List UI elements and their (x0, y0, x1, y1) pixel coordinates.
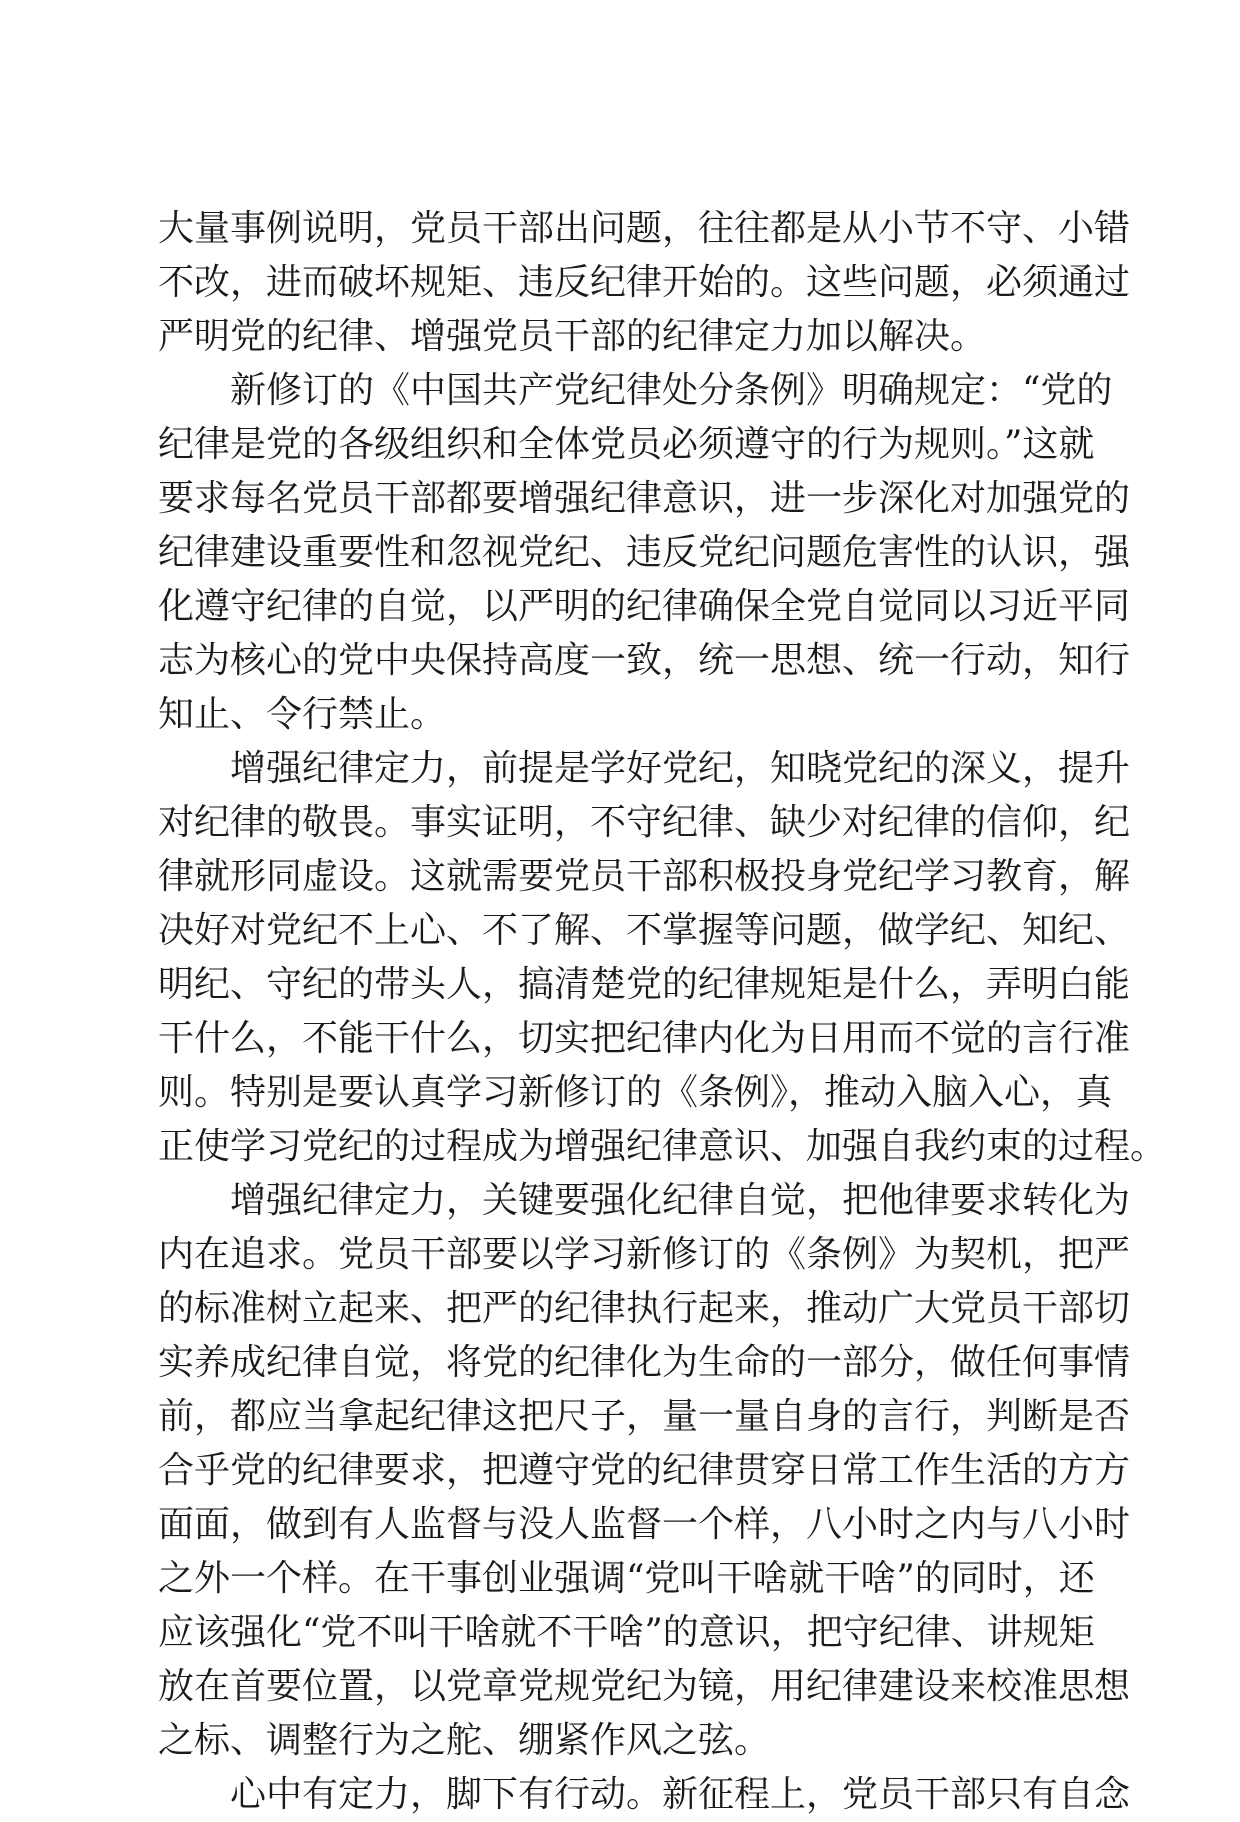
text-line: 的标准树立起来、把严的纪律执行起来，推动广大党员干部切 (158, 1288, 1131, 1329)
paragraph-first-line: 增强纪律定力，前提是学好党纪，知晓党纪的深义，提升 (230, 748, 1131, 789)
text-line: 明纪、守纪的带头人，搞清楚党的纪律规矩是什么，弄明白能 (158, 964, 1131, 1005)
text-line: 应该强化“党不叫干啥就不干啥”的意识，把守纪律、讲规矩 (158, 1612, 1095, 1653)
text-line: 放在首要位置，以党章党规党纪为镜，用纪律建设来校准思想 (158, 1666, 1131, 1707)
paragraph-first-line: 增强纪律定力，关键要强化纪律自觉，把他律要求转化为 (230, 1180, 1131, 1221)
text-line: 化遵守纪律的自觉，以严明的纪律确保全党自觉同以习近平同 (158, 586, 1131, 627)
text-line: 决好对党纪不上心、不了解、不掌握等问题，做学纪、知纪、 (158, 910, 1131, 951)
paragraph-first-line: 新修订的《中国共产党纪律处分条例》明确规定：“党的 (230, 370, 1113, 411)
text-line: 内在追求。党员干部要以学习新修订的《条例》为契机，把严 (158, 1234, 1131, 1275)
text-line: 则。特别是要认真学习新修订的《条例》，推动入脑入心，真 (158, 1072, 1113, 1113)
text-line: 前，都应当拿起纪律这把尺子，量一量自身的言行，判断是否 (158, 1396, 1131, 1437)
text-line: 合乎党的纪律要求，把遵守党的纪律贯穿日常工作生活的方方 (158, 1450, 1131, 1491)
text-line: 严明党的纪律、增强党员干部的纪律定力加以解决。 (158, 316, 987, 357)
text-line: 之外一个样。在干事创业强调“党叫干啥就干啥”的同时，还 (158, 1558, 1095, 1599)
document-body (158, 202, 1167, 1822)
text-line: 律就形同虚设。这就需要党员干部积极投身党纪学习教育，解 (158, 856, 1131, 897)
text-line: 大量事例说明，党员干部出问题，往往都是从小节不守、小错 (158, 208, 1131, 249)
text-line: 之标、调整行为之舵、绷紧作风之弦。 (158, 1720, 771, 1761)
text-line: 要求每名党员干部都要增强纪律意识，进一步深化对加强党的 (158, 478, 1131, 519)
text-line: 正使学习党纪的过程成为增强纪律意识、加强自我约束的过程。 (158, 1126, 1167, 1167)
text-line: 对纪律的敬畏。事实证明，不守纪律、缺少对纪律的信仰，纪 (158, 802, 1131, 843)
text-line: 不改，进而破坏规矩、违反纪律开始的。这些问题，必须通过 (158, 262, 1131, 303)
text-line: 面面，做到有人监督与没人监督一个样，八小时之内与八小时 (158, 1504, 1131, 1545)
text-line: 干什么，不能干什么，切实把纪律内化为日用而不觉的言行准 (158, 1018, 1131, 1059)
text-line: 纪律建设重要性和忽视党纪、违反党纪问题危害性的认识，强 (158, 532, 1131, 573)
text-line: 知止、令行禁止。 (158, 694, 447, 735)
text-line: 志为核心的党中央保持高度一致，统一思想、统一行动，知行 (158, 640, 1131, 681)
paragraph-first-line: 心中有定力，脚下有行动。新征程上，党员干部只有自念 (230, 1774, 1131, 1815)
text-line: 实养成纪律自觉，将党的纪律化为生命的一部分，做任何事情 (158, 1342, 1131, 1383)
text-line: 纪律是党的各级组织和全体党员必须遵守的行为规则。”这就 (158, 424, 1095, 465)
